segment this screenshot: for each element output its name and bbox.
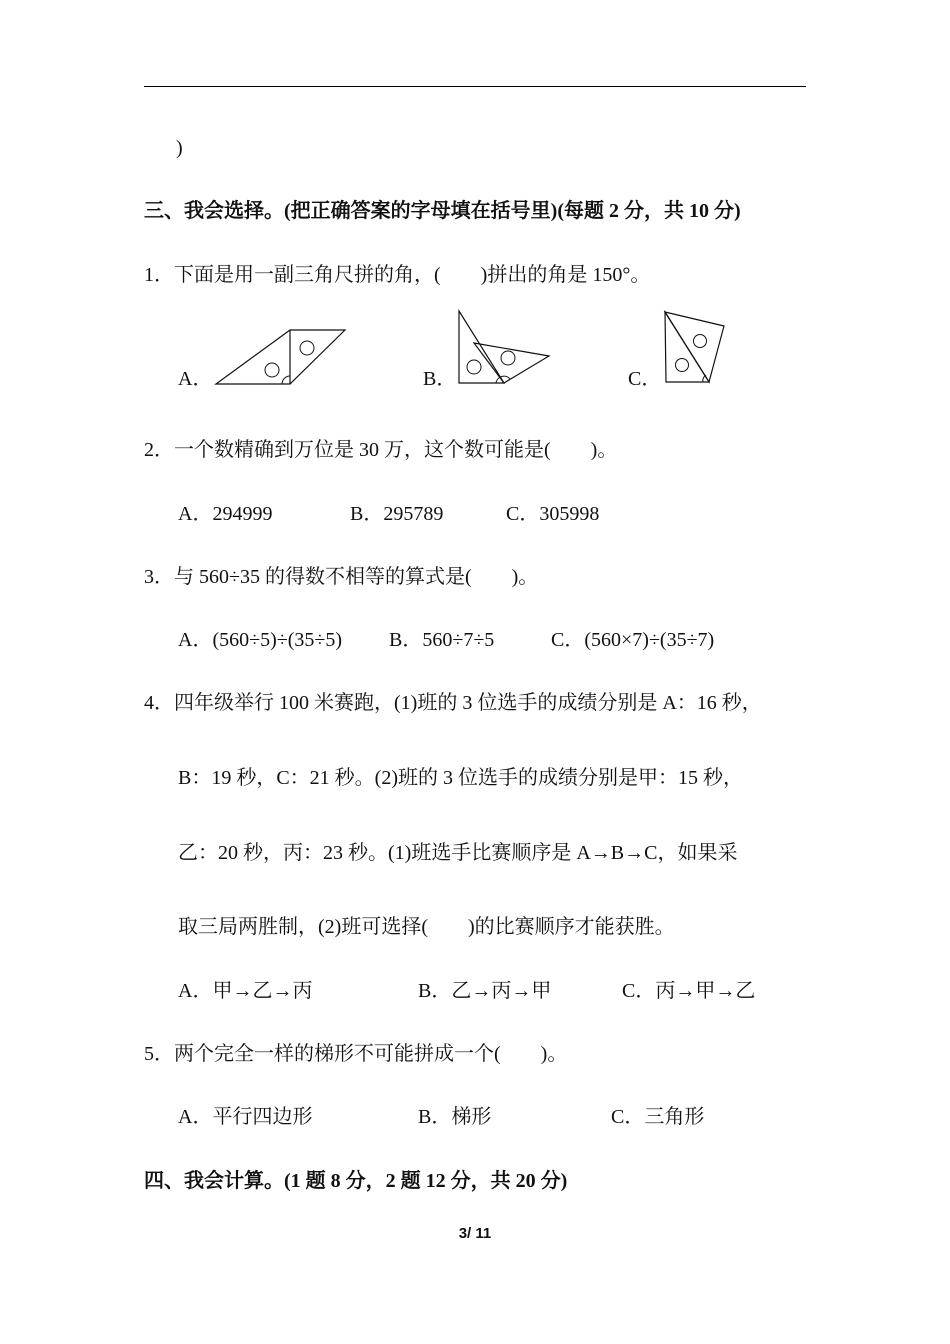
q1-option-a-label: A． (178, 368, 213, 390)
q4-option-a: A．甲→乙→丙 (178, 980, 313, 1002)
header-rule (144, 86, 806, 87)
q4-line-4: 取三局两胜制，(2)班可选择( )的比赛顺序才能获胜。 (178, 916, 675, 938)
q1-option-b-figure (454, 306, 554, 388)
q2-stem: 2．一个数精确到万位是 30 万，这个数可能是( )。 (144, 439, 618, 461)
q3-option-b: B．560÷7÷5 (389, 629, 495, 651)
section3-title: 三、我会选择。(把正确答案的字母填在括号里)(每题 2 分，共 10 分) (144, 200, 741, 222)
q3-stem: 3．与 560÷35 的得数不相等的算式是( )。 (144, 566, 539, 588)
q3-option-c: C．(560×7)÷(35÷7) (551, 629, 715, 651)
q1-option-c-figure (660, 308, 728, 388)
q2-option-c: C．305998 (506, 503, 600, 525)
q1-option-c-label: C． (628, 368, 662, 390)
q2-option-b: B．295789 (350, 503, 444, 525)
q5-option-c: C．三角形 (611, 1106, 705, 1128)
q4-line-3: 乙：20 秒，丙：23 秒。(1)班选手比赛顺序是 A→B→C，如果采 (178, 842, 738, 864)
q2-option-a: A．294999 (178, 503, 273, 525)
q5-option-b: B．梯形 (418, 1106, 492, 1128)
q4-option-b: B．乙→丙→甲 (418, 980, 552, 1002)
q1-stem: 1．下面是用一副三角尺拼的角，( )拼出的角是 150°。 (144, 264, 651, 286)
page-number: 3/ 11 (458, 1225, 492, 1242)
q3-option-a: A．(560÷5)÷(35÷5) (178, 629, 343, 651)
q1-option-b-label: B． (423, 368, 457, 390)
section4-title: 四、我会计算。(1 题 8 分，2 题 12 分，共 20 分) (144, 1170, 568, 1192)
q5-stem: 5．两个完全一样的梯形不可能拼成一个( )。 (144, 1043, 568, 1065)
q5-option-a: A．平行四边形 (178, 1106, 313, 1128)
q4-option-c: C．丙→甲→乙 (622, 980, 756, 1002)
q1-option-a-figure (210, 325, 350, 389)
continuation-paren: ) (176, 137, 183, 159)
q4-line-1: 4．四年级举行 100 米赛跑，(1)班的 3 位选手的成绩分别是 A：16 秒， (144, 692, 762, 714)
q4-line-2: B：19 秒，C：21 秒。(2)班的 3 位选手的成绩分别是甲：15 秒， (178, 767, 743, 789)
